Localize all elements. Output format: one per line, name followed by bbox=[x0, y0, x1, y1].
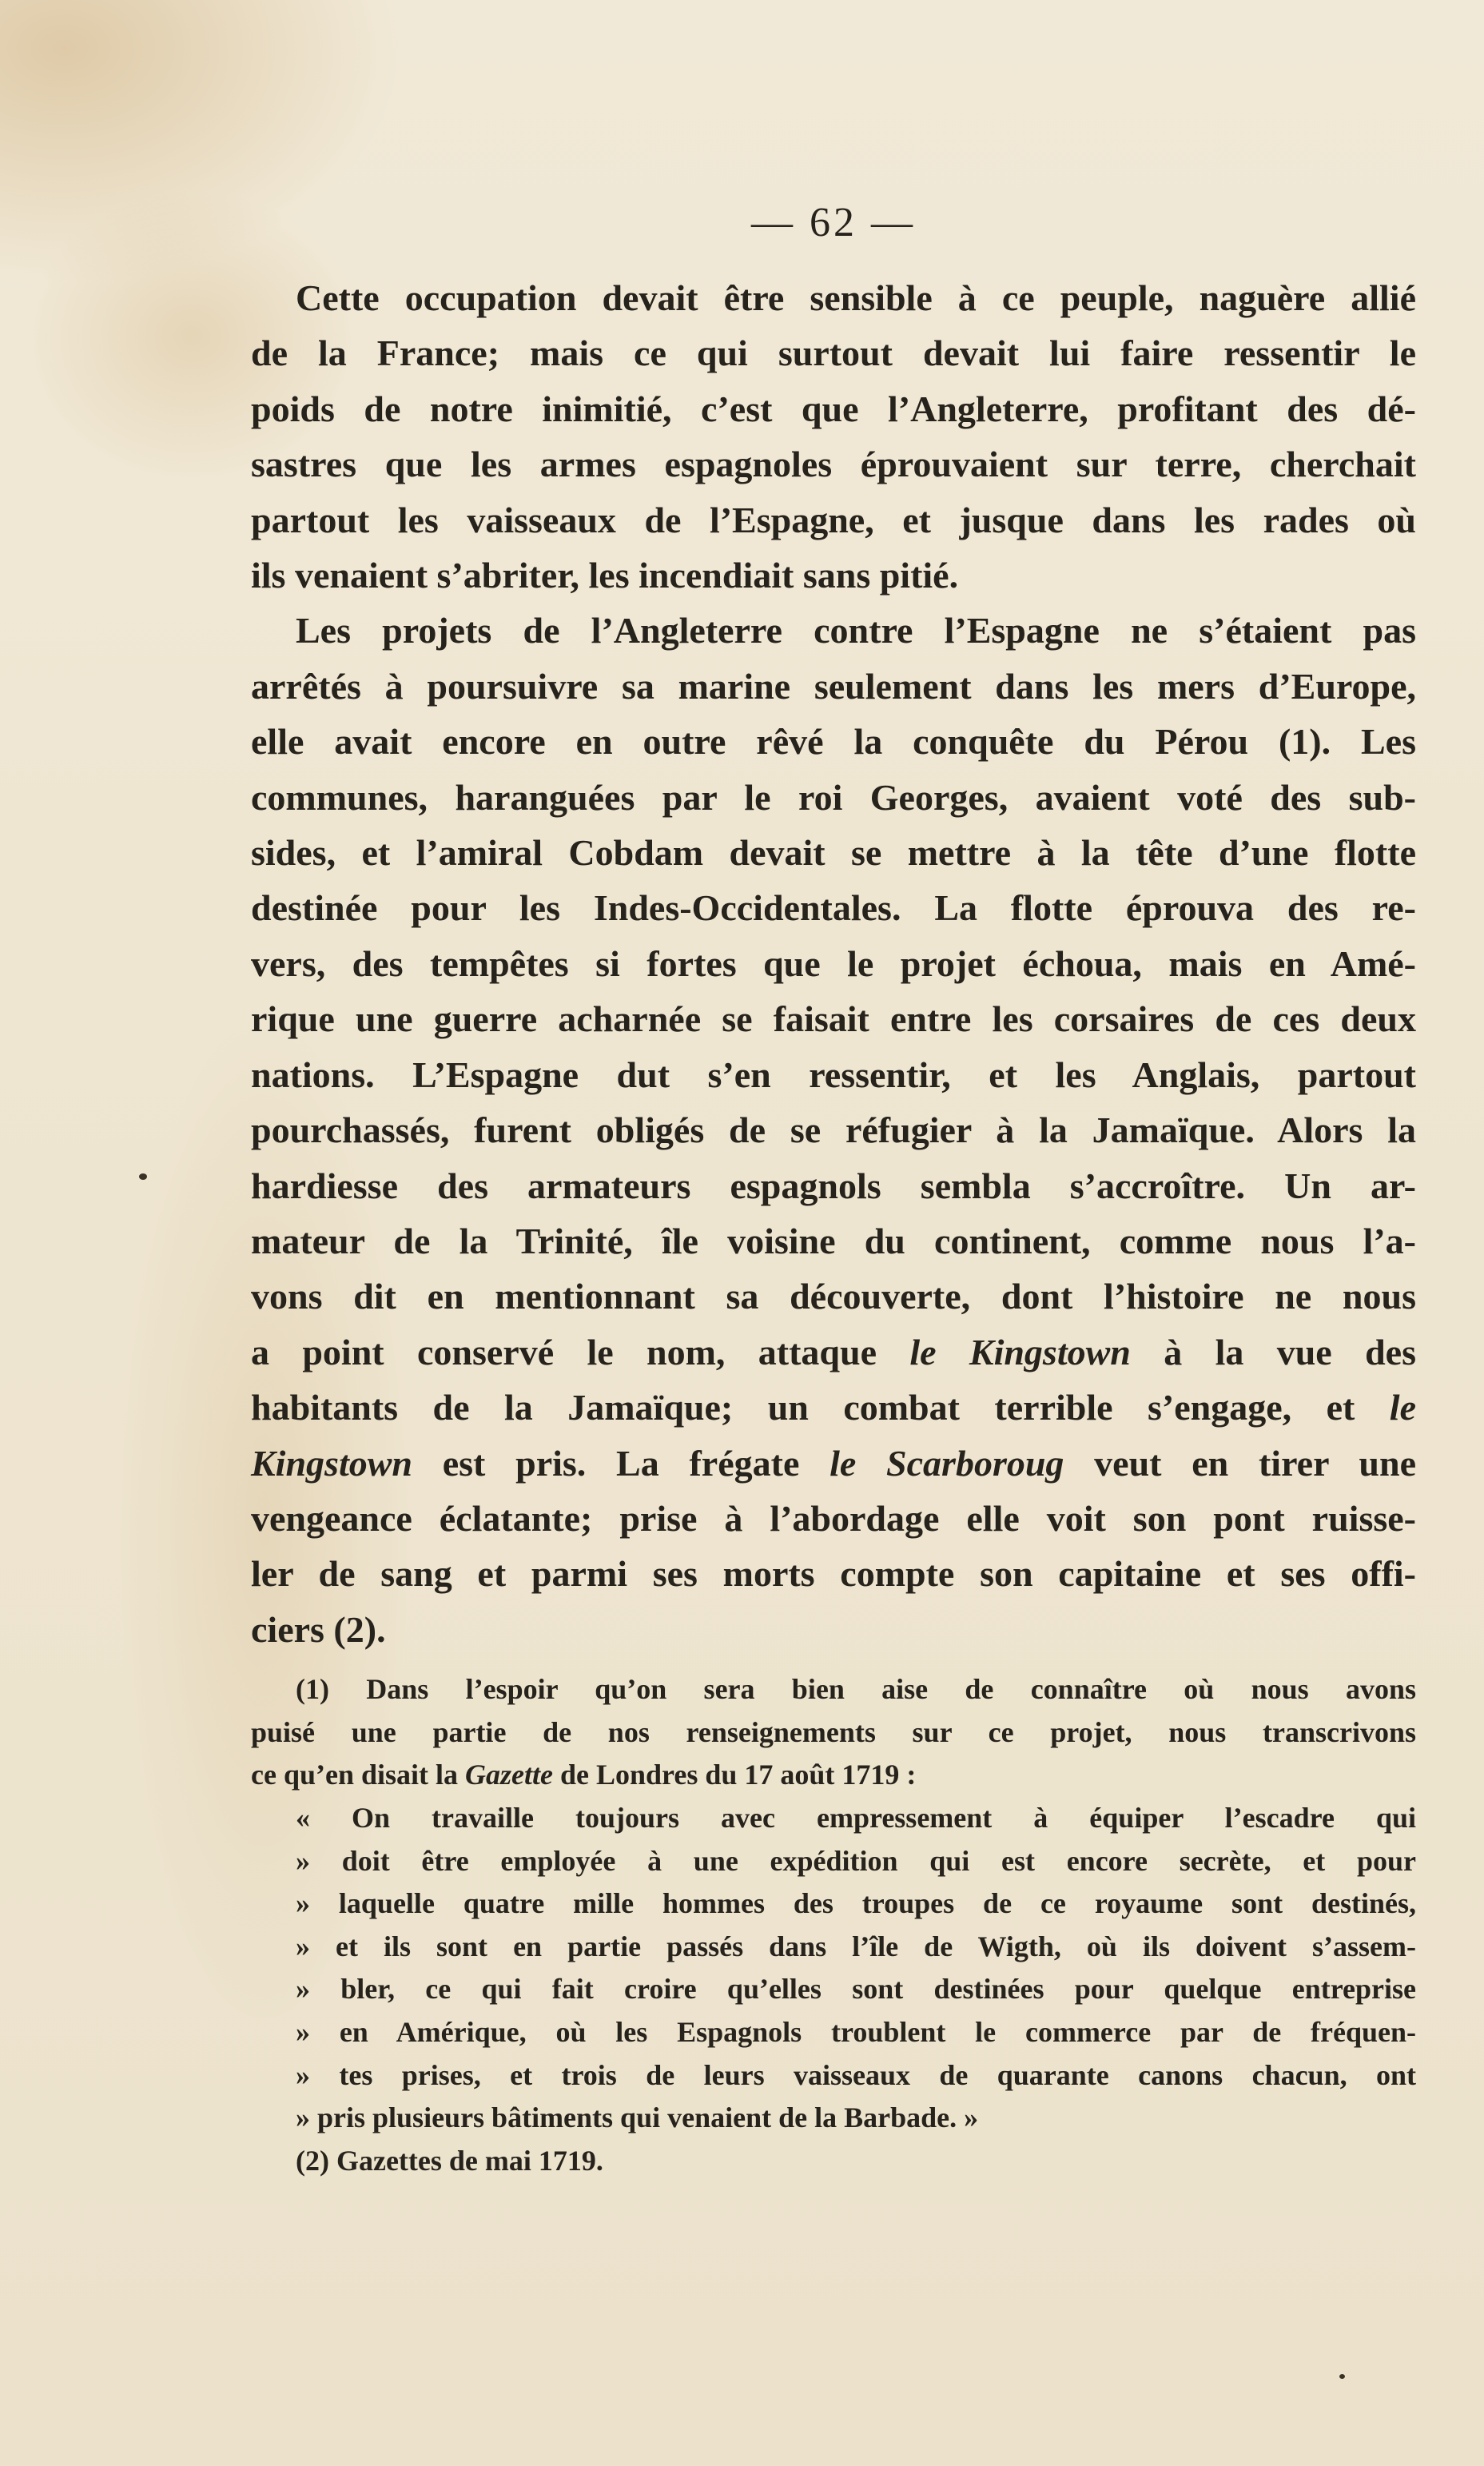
text-line bbox=[251, 1436, 1416, 1491]
footnote-line: » en Amérique, où les Espagnols troublent le commerce par de fréquen- bbox=[296, 2015, 1416, 2048]
ship-name-italic: Kingstown bbox=[251, 1442, 412, 1484]
text-line: destinée pour les Indes-Occidentales. La flotte éprouva des re- bbox=[251, 887, 1416, 929]
text-line bbox=[251, 1325, 1416, 1380]
text-line bbox=[251, 1380, 1416, 1435]
gazette-italic: Gazette bbox=[465, 1759, 553, 1791]
footnote-line: » laquelle quatre mille hommes des troupes de ce royaume sont destinés, bbox=[296, 1887, 1416, 1920]
footnote-line: puisé une partie de nos renseignements sur ce projet, nous transcrivons bbox=[251, 1715, 1416, 1748]
text-block bbox=[251, 198, 1416, 2182]
paragraph-2 bbox=[251, 603, 1416, 1657]
text-line: mateur de la Trinité, île voisine du continent, comme nous l’a- bbox=[251, 1220, 1416, 1261]
text-line: vers, des tempêtes si fortes que le projet échoua, mais en Amé- bbox=[251, 942, 1416, 984]
text-line: arrêtés à poursuivre sa marine seulement dans les mers d’Europe, bbox=[251, 665, 1416, 707]
text-line: sides, et l’amiral Cobdam devait se mettre à la tête d’une flotte bbox=[251, 832, 1416, 874]
text-fragment: veut en tirer une bbox=[1064, 1442, 1416, 1484]
text-line: nations. L’Espagne dut s’en ressentir, et les Anglais, partout bbox=[251, 1054, 1416, 1095]
footnotes bbox=[251, 1668, 1416, 2182]
footnote-2: (2) Gazettes de mai 1719. bbox=[296, 2144, 603, 2177]
text-fragment: a point conservé le nom, attaque bbox=[251, 1331, 910, 1372]
footnote-line: » pris plusieurs bâtiments qui venaient de la Barbade. » bbox=[296, 2101, 979, 2134]
footnote-line bbox=[251, 1754, 1416, 1797]
text-fragment: est pris. La frégate bbox=[412, 1442, 830, 1484]
italic-article: le bbox=[1389, 1387, 1416, 1428]
text-line: ler de sang et parmi ses morts compte son capitaine et ses offi- bbox=[251, 1553, 1416, 1595]
ship-name-italic: le Scarboroug bbox=[830, 1442, 1064, 1484]
ship-name-italic: le Kingstown bbox=[909, 1331, 1131, 1372]
text-line: ciers (2). bbox=[251, 1608, 386, 1650]
text-line: elle avait encore en outre rêvé la conquête du Pérou (1). Les bbox=[251, 721, 1416, 763]
paragraph-1 bbox=[251, 270, 1416, 603]
text-line: poids de notre inimitié, c’est que l’Angleterre, profitant des dé- bbox=[251, 388, 1416, 429]
footnote-line: » doit être employée à une expédition qui est encore secrète, et pour bbox=[296, 1844, 1416, 1877]
text-line: Cette occupation devait être sensible à ce peuple, naguère allié bbox=[296, 277, 1416, 318]
text-line: de la France; mais ce qui surtout devait lui faire ressentir le bbox=[251, 333, 1416, 374]
text-fragment: à la vue des bbox=[1130, 1331, 1416, 1372]
page-number: — 62 — bbox=[751, 200, 916, 245]
text-line: pourchassés, furent obligés de se réfugier à la Jamaïque. Alors la bbox=[251, 1110, 1416, 1151]
footnote-line: « On travaille toujours avec empressement à équiper l’escadre qui bbox=[296, 1801, 1416, 1834]
text-line: sastres que les armes espagnoles éprouvaient sur terre, cherchait bbox=[251, 444, 1416, 485]
text-line: hardiesse des armateurs espagnols sembla s’accroître. Un ar- bbox=[251, 1165, 1416, 1206]
text-line: Les projets de l’Angleterre contre l’Espagne ne s’étaient pas bbox=[296, 610, 1416, 651]
text-line: communes, haranguées par le roi Georges, avaient voté des sub- bbox=[251, 776, 1416, 818]
text-line: ils venaient s’abriter, les incendiait sans pitié. bbox=[251, 555, 959, 596]
text-line: vons dit en mentionnant sa découverte, dont l’histoire ne nous bbox=[251, 1276, 1416, 1317]
footnote-line: » et ils sont en partie passés dans l’île de Wigth, où ils doivent s’assem- bbox=[296, 1930, 1416, 1962]
text-line: partout les vaisseaux de l’Espagne, et jusque dans les rades où bbox=[251, 499, 1416, 540]
text-fragment: habitants de la Jamaïque; un combat terrible s’engage, et bbox=[251, 1387, 1390, 1428]
text-line: rique une guerre acharnée se faisait entre les corsaires de ces deux bbox=[251, 998, 1416, 1040]
body-text bbox=[251, 270, 1416, 1657]
text-fragment: de Londres du 17 août 1719 : bbox=[552, 1759, 917, 1791]
ink-speck bbox=[1339, 2374, 1345, 2379]
footnote-line: (1) Dans l’espoir qu’on sera bien aise de connaître où nous avons bbox=[296, 1673, 1416, 1706]
footnote-line: » bler, ce qui fait croire qu’elles sont destinées pour quelque entreprise bbox=[296, 1973, 1416, 2006]
footnote-line: » tes prises, et trois de leurs vaisseaux de quarante canons chacun, ont bbox=[296, 2058, 1416, 2091]
ink-speck bbox=[139, 1173, 147, 1180]
text-line: vengeance éclatante; prise à l’abordage elle voit son pont ruisse- bbox=[251, 1497, 1416, 1539]
text-fragment: ce qu’en disait la bbox=[251, 1759, 466, 1791]
